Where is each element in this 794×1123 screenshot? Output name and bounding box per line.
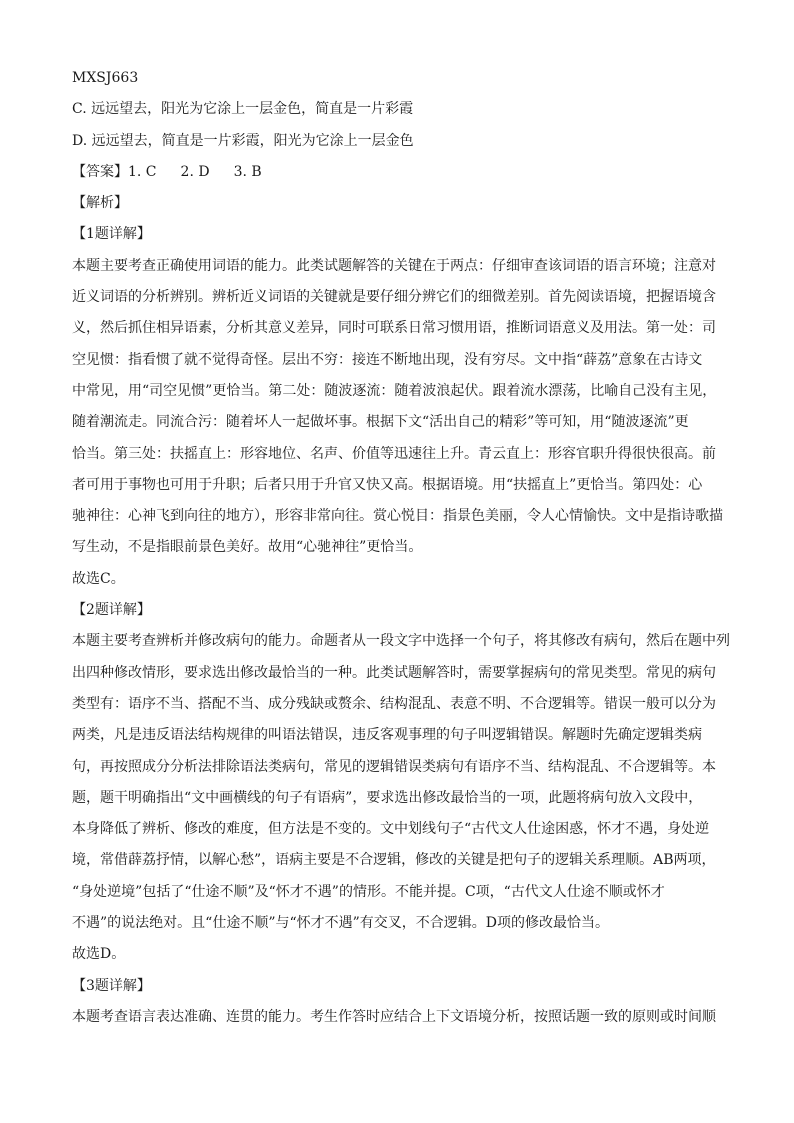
paragraph-line: 随着潮流走。同流合污：随着坏人一起做坏事。根据下文“活出自己的精彩”等可知，用“随波逐流”更	[72, 414, 689, 431]
paragraph-line: 恰当。第三处：扶摇直上：形容地位、名声、价值等迅速往上升。青云直上：形容官职升得很快很高。前	[72, 445, 716, 462]
paragraph-line: 本身降低了辨析、修改的难度，但方法是不变的。文中划线句子“古代文人仕途困惑，怀才不遇，身处逆	[72, 821, 710, 838]
paragraph-line: 题，题干明确指出“文中画横线的句子有语病”，要求选出修改最恰当的一项，此题将病句放入文段中，	[72, 789, 703, 806]
analysis-heading: 【解析】	[72, 195, 128, 212]
paragraph-line: 本题主要考查辨析并修改病句的能力。命题者从一段文字中选择一个句子，将其修改有病句，然后在题中列	[72, 633, 730, 650]
q2-heading: 【2题详解】	[72, 602, 151, 619]
answer-item: 1. C	[128, 163, 157, 180]
option-c: C. 远远望去，阳光为它涂上一层金色，简直是一片彩霞	[72, 101, 414, 118]
paragraph-line: 两类，凡是违反语法结构规律的叫语法错误，违反客观事理的句子叫逻辑错误。解题时先确定逻辑类病	[72, 727, 702, 744]
paragraph-line: 本题考查语言表达准确、连贯的能力。考生作答时应结合上下文语境分析，按照话题一致的原则或时间顺	[72, 1008, 716, 1025]
paragraph-line: 境，常借薜荔抒情，以解心愁”，语病主要是不合逻辑，修改的关键是把句子的逻辑关系理顺。AB两项，	[72, 852, 716, 869]
paragraph-line: “身处逆境”包括了“仕途不顺”及“怀才不遇”的情形。不能并提。C项，“古代文人仕途不顺或怀才	[72, 883, 665, 900]
paragraph-line: 出四种修改情形，要求选出修改最恰当的一种。此类试题解答时，需要掌握病句的常见类型。常见的病句	[72, 664, 716, 681]
q2-body	[72, 626, 732, 970]
paragraph-line: 近义词语的分析辨别。辨析近义词语的关键就是要仔细分辨它们的细微差别。首先阅读语境，把握语境含	[72, 289, 716, 306]
paragraph-line: 本题主要考查正确使用词语的能力。此类试题解答的关键在于两点：仔细审查该词语的语言环境；注意对	[72, 257, 716, 274]
answer-line	[72, 157, 732, 188]
paragraph-line: 驰神往：心神飞到向往的地方），形容非常向往。赏心悦目：指景色美丽，令人心情愉快。文中是指诗歌描	[72, 508, 723, 525]
document-page	[72, 63, 732, 1033]
paragraph-line: 空见惯：指看惯了就不觉得奇怪。层出不穷：接连不断地出现，没有穷尽。文中指“薜荔”意象在古诗文	[72, 351, 703, 368]
q1-conclusion: 故选C。	[72, 570, 125, 587]
q1-body	[72, 251, 732, 595]
document-code: MXSJ663	[72, 70, 139, 86]
answer-label: 【答案】	[72, 163, 128, 180]
paragraph-line: 句，再按照成分分析法排除语法类病句，常见的逻辑错误类病句有语序不当、结构混乱、不合逻辑等。本	[72, 758, 716, 775]
answer-item: 2. D	[180, 163, 210, 180]
answer-item: 3. B	[233, 163, 262, 180]
q3-heading: 【3题详解】	[72, 977, 151, 994]
paragraph-line: 义，然后抓住相异语素，分析其意义差异，同时可联系日常习惯用语，推断词语意义及用法。第一处：司	[72, 320, 716, 337]
paragraph-line: 写生动，不是指眼前景色美好。故用“心驰神往”更恰当。	[72, 539, 423, 556]
paragraph-line: 类型有：语序不当、搭配不当、成分残缺或赘余、结构混乱、表意不明、不合逻辑等。错误一般可以分为	[72, 695, 716, 712]
q1-heading: 【1题详解】	[72, 226, 151, 243]
q3-body	[72, 1002, 732, 1033]
q2-conclusion: 故选D。	[72, 946, 126, 963]
paragraph-line: 不遇”的说法绝对。且“仕途不顺”与“怀才不遇”有交叉，不合逻辑。D项的修改最恰当。	[72, 915, 610, 932]
paragraph-line: 中常见，用“司空见惯”更恰当。第二处：随波逐流：随着波浪起伏。跟着流水漂荡，比喻自己没有主见，	[72, 382, 717, 399]
option-d: D. 远远望去，简直是一片彩霞，阳光为它涂上一层金色	[72, 132, 414, 149]
paragraph-line: 者可用于事物也可用于升职；后者只用于升官又快又高。根据语境。用“扶摇直上”更恰当。第四处：心	[72, 476, 703, 493]
